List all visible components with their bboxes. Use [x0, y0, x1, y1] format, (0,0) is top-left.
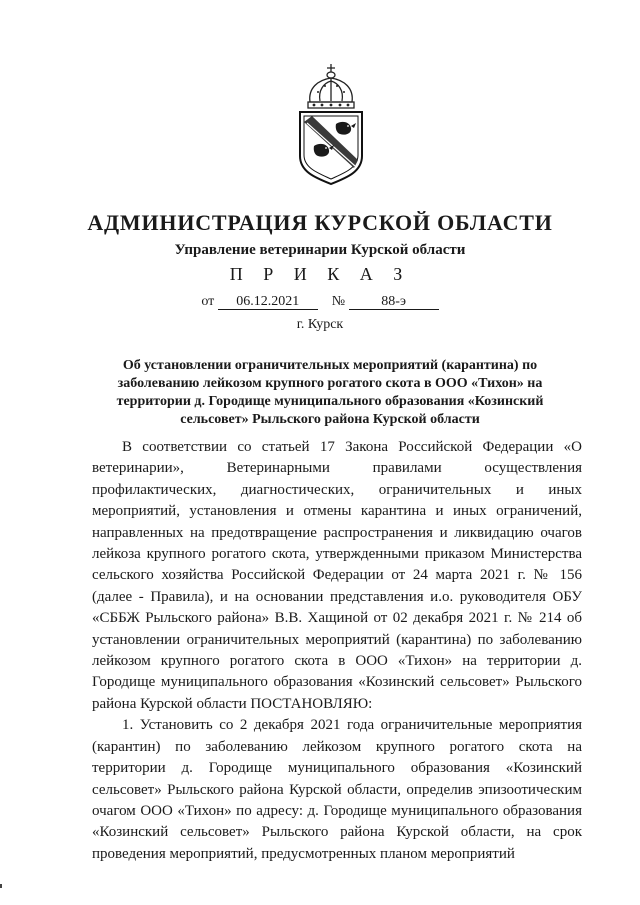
body-paragraph: В соответствии со статьей 17 Закона Российской Федерации «О ветеринарии», Ветеринарными правилами осуществления профилактических, диагностических, ограничительных и иных мероприятий, установления и отмены карантина и иных ограничений, направленных на предотвращение распространения и ликвидацию очагов лейкоза крупного рогатого скота, утвержденными приказом Министерства сельского хозяйства Российской Федерации от 24 марта 2021 г. № 156 (далее - Правила), и на основании представления и.о. руководителя ОБУ «СББЖ Рыльского района» В.В. Хащиной от 02 декабря 2021 г. № 214 об установлении ограничительных мероприятий (карантина) по заболеванию лейкозом крупного рогатого скота в ООО «Тихон» на территории д. Городище муниципального образования «Козинский сельсовет» Рыльского района Курской области ПОСТАНОВЛЯЮ:: [92, 439, 582, 712]
document-body: [92, 437, 582, 865]
scan-edge-mark: [0, 884, 2, 888]
organization-title: АДМИНИСТРАЦИЯ КУРСКОЙ ОБЛАСТИ: [87, 210, 553, 235]
date-number-row: [0, 294, 640, 310]
department-name: Управление ветеринарии Курской области: [174, 242, 466, 258]
document-number: 88-э: [349, 294, 439, 310]
date-prefix: от: [201, 294, 215, 309]
document-type: П Р И К А З: [229, 264, 411, 284]
document-subject: Об установлении ограничительных мероприятий (карантина) по заболеванию лейкозом крупного рогатого скота в ООО «Тихон» на территории д. Городище муниципального образования «Козинский сельсовет» Рыльского района Курской области: [116, 358, 544, 427]
document-date: 06.12.2021: [218, 294, 318, 310]
number-prefix: №: [331, 294, 346, 309]
body-paragraph: 1. Установить со 2 декабря 2021 года ограничительные мероприятия (карантин) по заболеванию лейкозом крупного рогатого скота на территории д. Городище муниципального образования «Козинский сельсовет» Рыльского района Курской области, определив эпизоотическим очагом ООО «Тихон» по адресу: д. Городище муниципального образования «Козинский сельсовет» Рыльского района Курской области, на срок проведения мероприятий, предусмотренных планом мероприятий: [92, 717, 582, 862]
document-city: г. Курск: [296, 317, 344, 332]
coat-of-arms-icon: [296, 62, 366, 186]
